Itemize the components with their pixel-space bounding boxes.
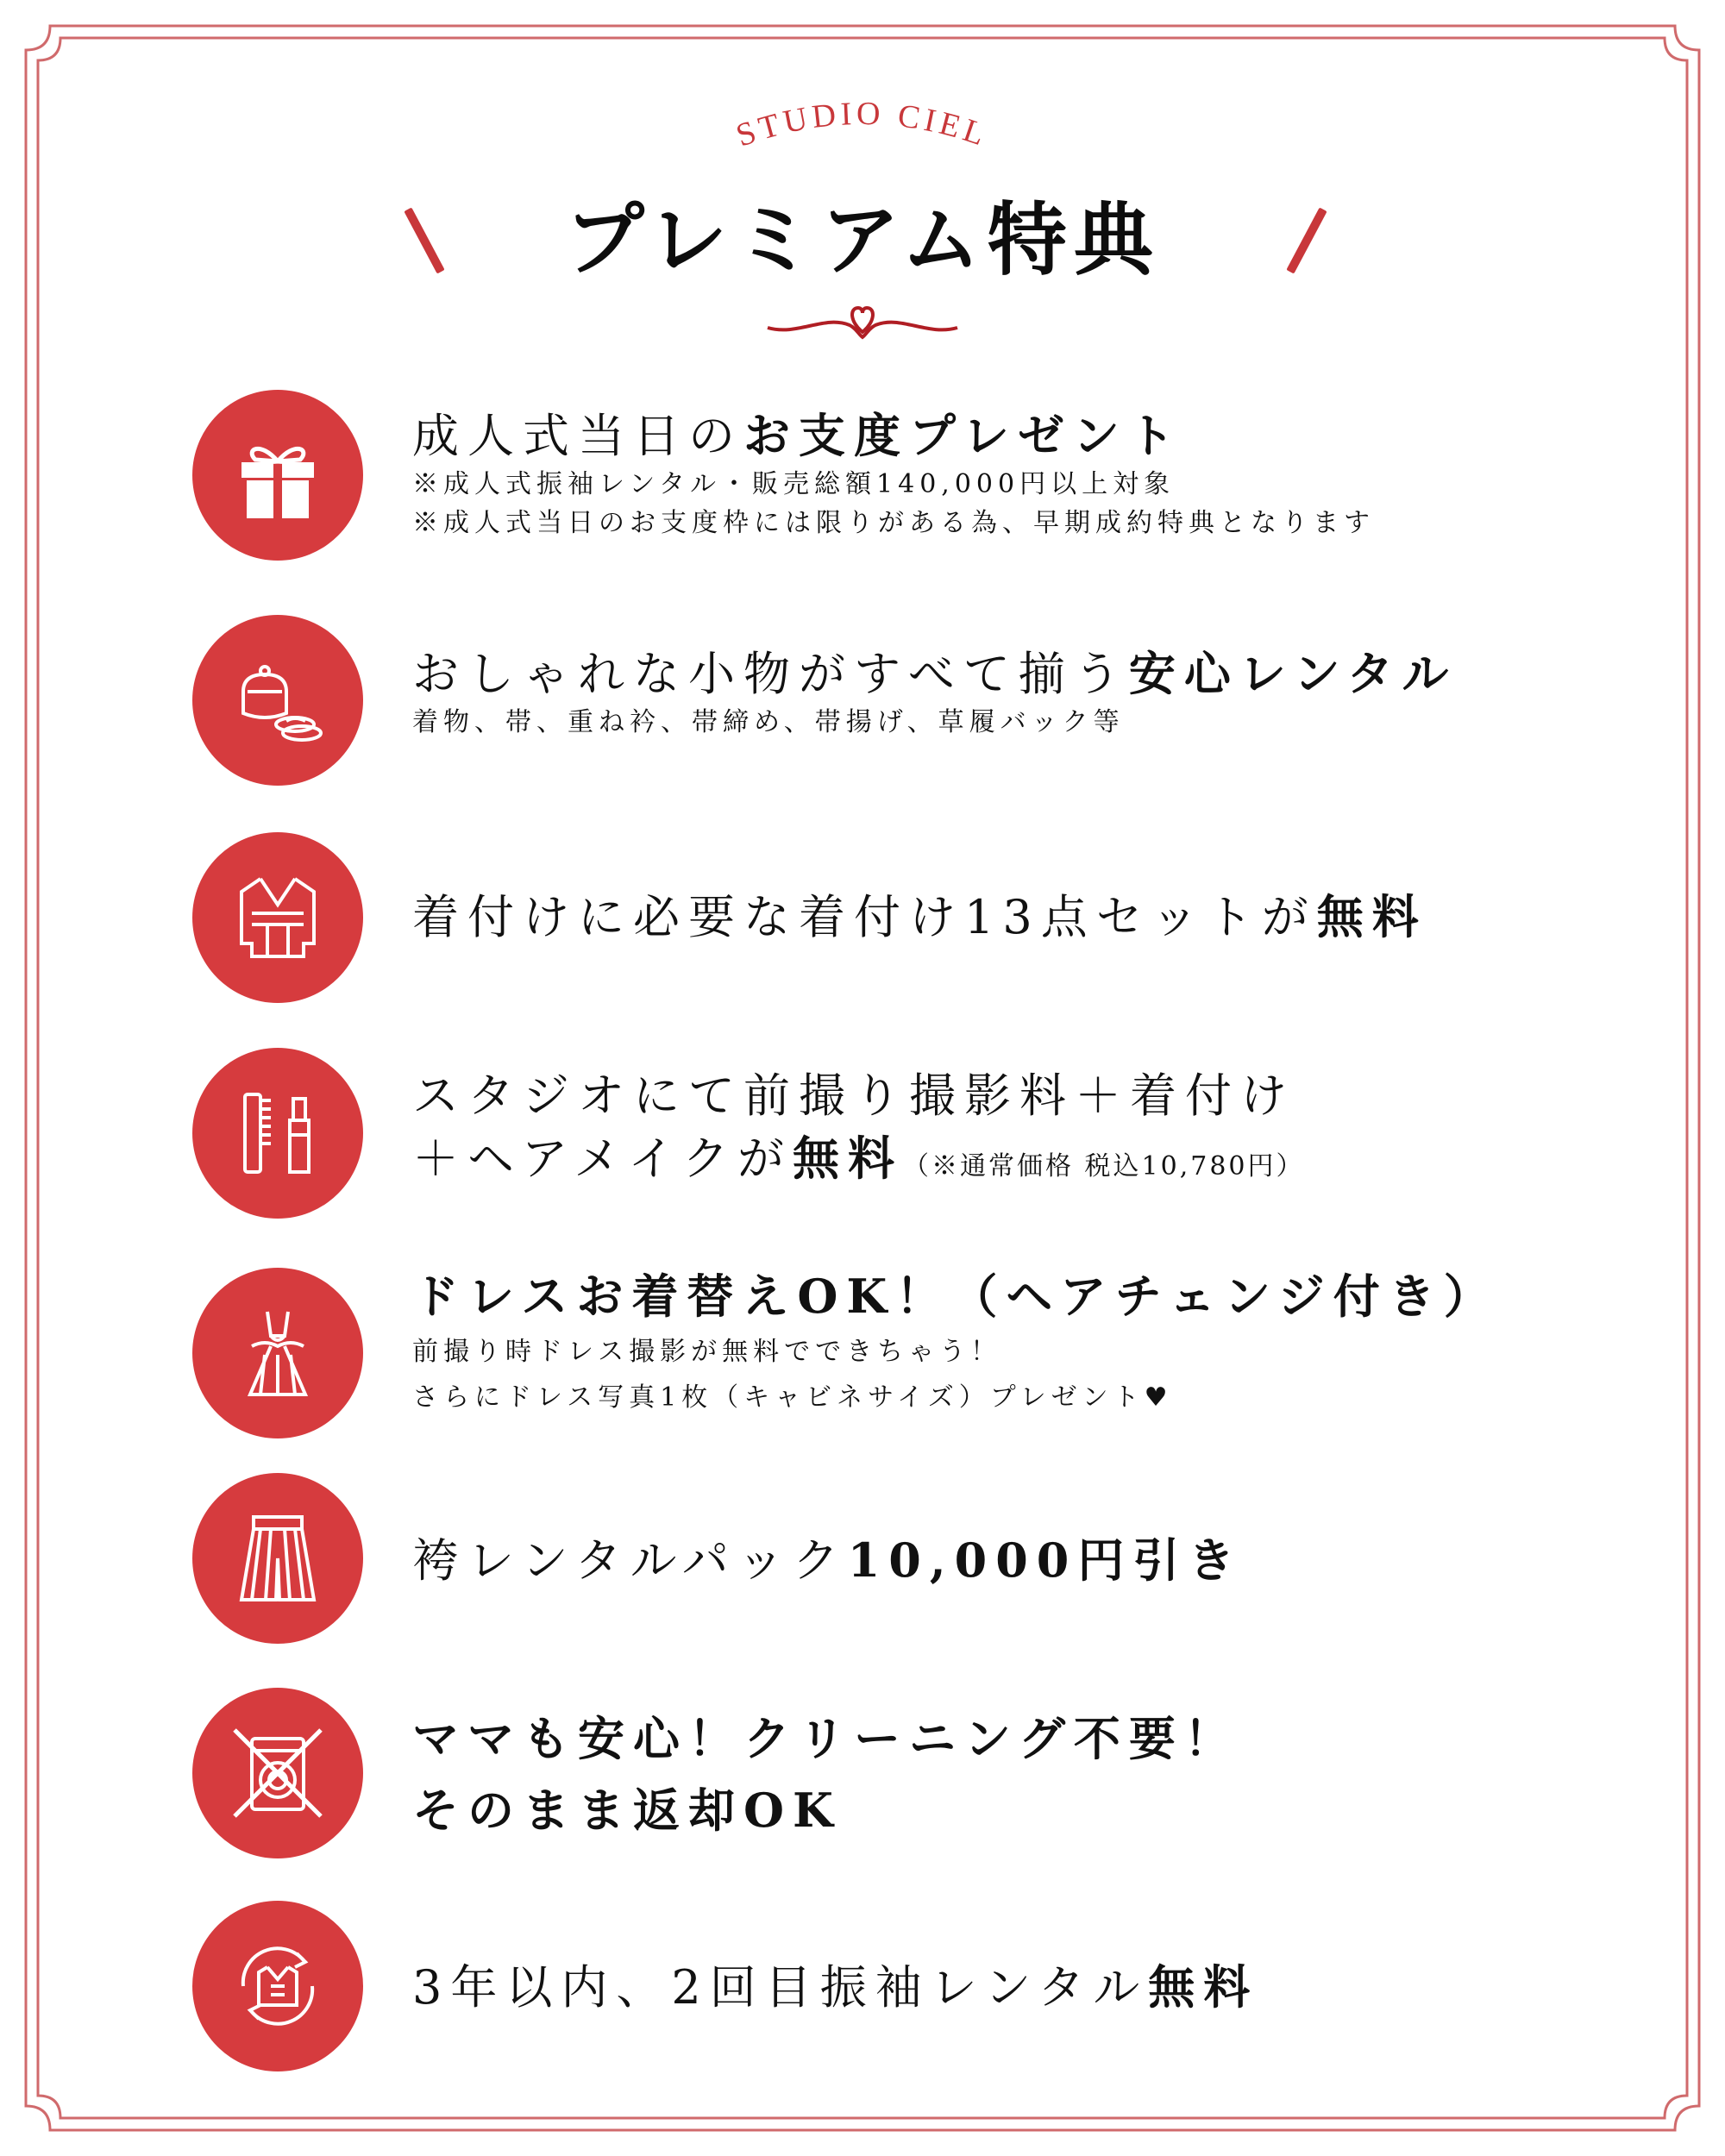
benefit-5-heading: ドレスお着替えOK！（ヘアチェンジ付き） bbox=[412, 1269, 1499, 1324]
comb-and-lipstick-icon bbox=[192, 1048, 363, 1219]
svg-text:STUDIO CIEL: STUDIO CIEL bbox=[731, 95, 994, 154]
benefit-1-note-2: ※成人式当日のお支度枠には限りがある為、早期成約特典となります bbox=[412, 508, 1375, 538]
heart-ornament-icon bbox=[763, 298, 962, 349]
benefit-5-note-2: さらにドレス写真1枚（キャビネサイズ）プレゼント♥ bbox=[412, 1382, 1173, 1413]
page-title: プレミアム特典 bbox=[565, 194, 1160, 286]
benefit-2-heading: おしゃれな小物がすべて揃う安心レンタル bbox=[412, 646, 1458, 701]
gift-icon bbox=[192, 390, 363, 561]
benefit-1-heading: 成人式当日のお支度プレゼント bbox=[412, 408, 1183, 463]
benefit-6-heading: 袴レンタルパック10,000円引き bbox=[412, 1532, 1244, 1588]
bag-and-sandals-icon bbox=[192, 615, 363, 786]
dress-icon bbox=[192, 1268, 363, 1438]
kimono-recycle-icon bbox=[192, 1901, 363, 2071]
benefit-8-heading: 3年以内、2回目振袖レンタル無料 bbox=[412, 1959, 1259, 2015]
kimono-icon bbox=[192, 832, 363, 1003]
benefit-2-note: 着物、帯、重ね衿、帯締め、帯揚げ、草履バック等 bbox=[412, 707, 1125, 737]
benefit-5-note-1: 前撮り時ドレス撮影が無料でできちゃう！ bbox=[412, 1337, 1002, 1367]
benefit-7-heading-line-2: そのまま返却OK bbox=[412, 1783, 842, 1838]
no-washing-icon bbox=[192, 1688, 363, 1858]
benefit-4-heading-line-1: スタジオにて前撮り撮影料＋着付け bbox=[412, 1069, 1295, 1123]
benefit-4-heading-line-2: ＋ヘアメイクが無料（※通常価格 税込10,780円） bbox=[412, 1131, 1305, 1186]
benefit-1-note-1: ※成人式振袖レンタル・販売総額140,000円以上対象 bbox=[412, 469, 1176, 499]
benefit-7-heading-line-1: ママも安心！クリーニング不要！ bbox=[412, 1711, 1239, 1766]
benefit-3-heading: 着付けに必要な着付け13点セットが無料 bbox=[412, 889, 1427, 944]
hakama-icon bbox=[192, 1473, 363, 1644]
brand-logo bbox=[707, 86, 1018, 164]
